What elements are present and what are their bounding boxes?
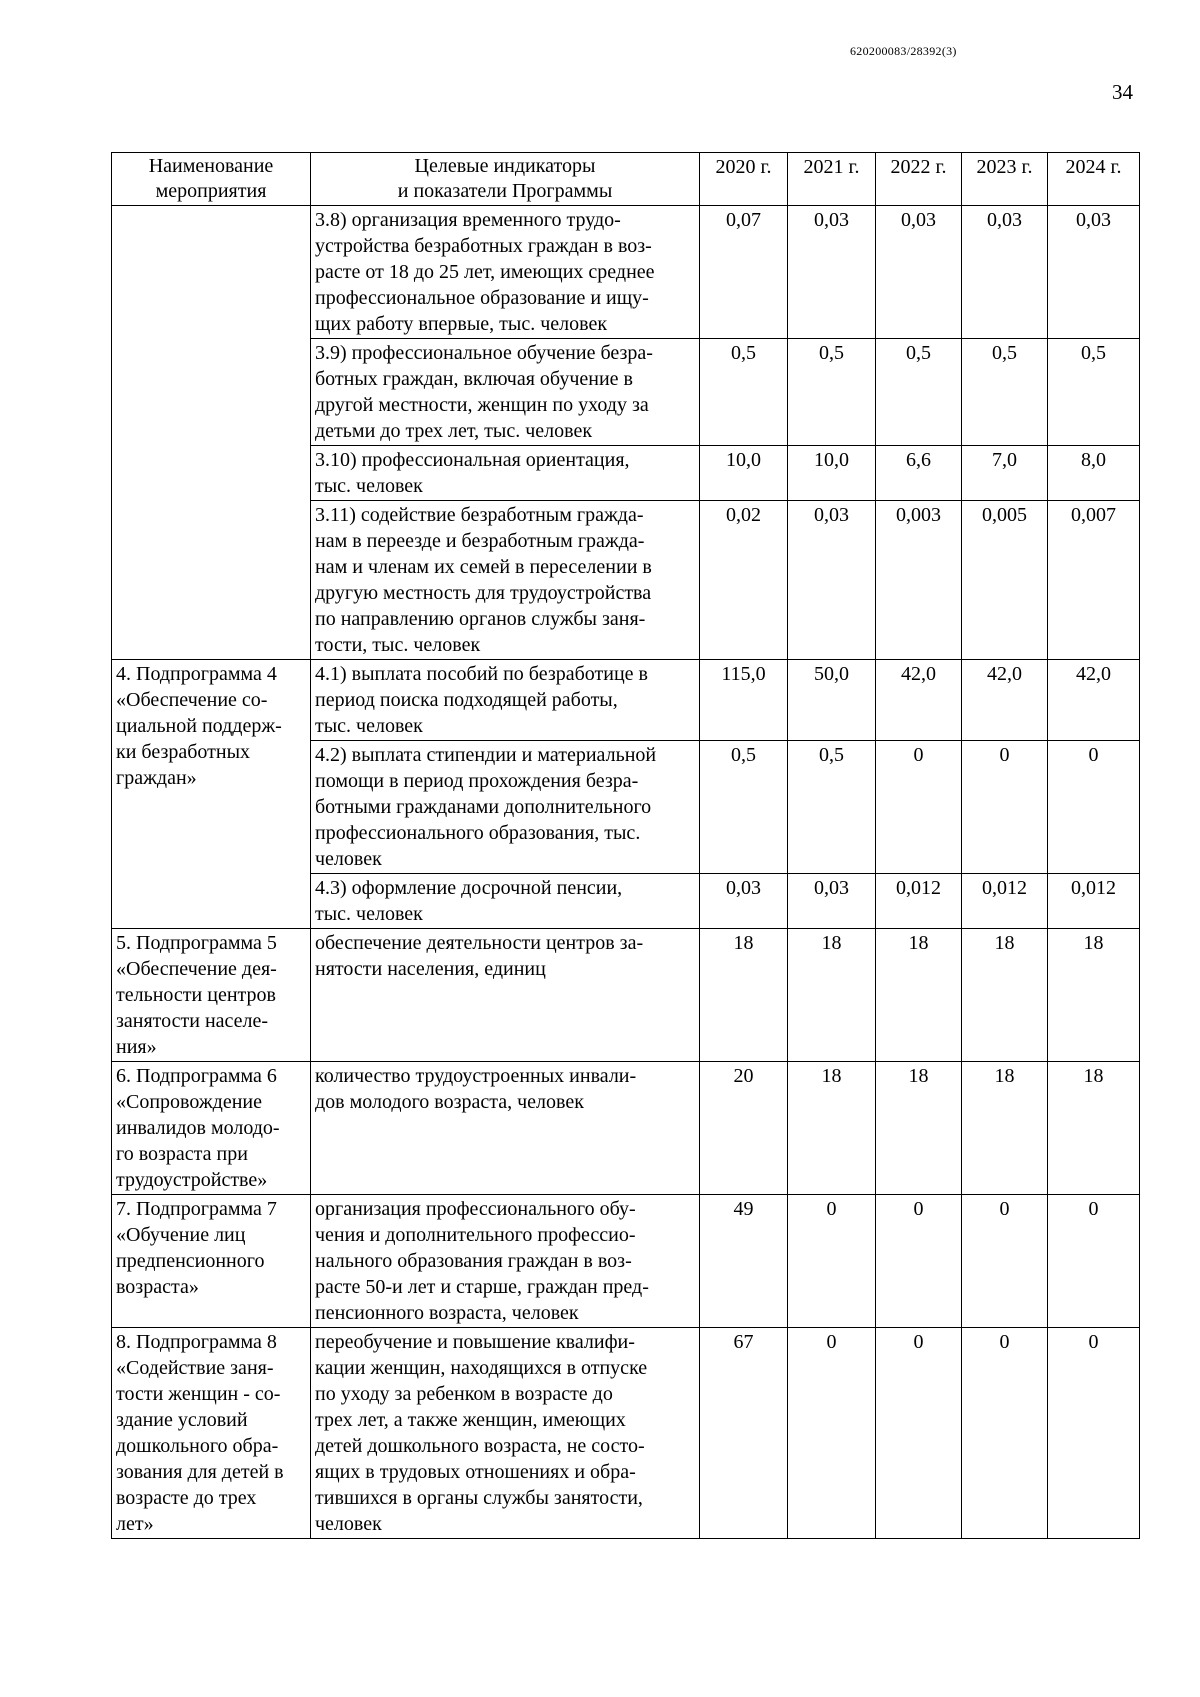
value-cell-2021: 0,5 — [788, 741, 876, 874]
indicator-line: нятости населения, единиц — [315, 958, 546, 980]
value-cell-2021: 18 — [788, 1062, 876, 1195]
indicator-line: тыс. человек — [315, 903, 423, 925]
activity-line: го возраста при — [116, 1143, 248, 1165]
value-cell-2023: 7,0 — [962, 446, 1048, 501]
value-cell-2020: 0,03 — [700, 874, 788, 929]
indicator-line: тыс. человек — [315, 475, 423, 497]
value-cell-2024: 0,03 — [1048, 206, 1140, 339]
value-cell-2021: 0 — [788, 1195, 876, 1328]
value-cell-2023: 0,005 — [962, 501, 1048, 660]
indicator-line: другую местность для трудоустройства — [315, 582, 652, 604]
value-cell-2022: 0,003 — [876, 501, 962, 660]
activity-line: возраста» — [116, 1276, 199, 1298]
indicator-line: пенсионного возраста, человек — [315, 1302, 579, 1324]
indicator-line: обеспечение деятельности центров за- — [315, 932, 644, 954]
indicator-cell — [311, 501, 700, 660]
indicator-line: тости, тыс. человек — [315, 634, 481, 656]
indicator-cell — [311, 874, 700, 929]
activity-line: здание условий — [116, 1409, 248, 1431]
indicator-line: 3.8) организация временного трудо- — [315, 209, 621, 231]
activity-line: граждан» — [116, 767, 197, 789]
indicator-line: расте 50-и лет и старше, граждан пред- — [315, 1276, 649, 1298]
value-cell-2022: 42,0 — [876, 660, 962, 741]
activity-line: «Содействие заня- — [116, 1357, 274, 1379]
value-cell-2024: 18 — [1048, 929, 1140, 1062]
indicator-cell — [311, 1062, 700, 1195]
column-header-2022: 2022 г. — [876, 153, 962, 206]
value-cell-2024: 18 — [1048, 1062, 1140, 1195]
activity-line: тости женщин - со- — [116, 1383, 281, 1405]
indicator-line: кации женщин, находящихся в отпуске — [315, 1357, 648, 1379]
column-header-activity-line: Наименование — [148, 155, 274, 177]
indicator-line: ботных граждан, включая обучение в — [315, 368, 633, 390]
value-cell-2021: 0 — [788, 1328, 876, 1539]
value-cell-2023: 0,03 — [962, 206, 1048, 339]
value-cell-2022: 0,5 — [876, 339, 962, 446]
value-cell-2023: 0 — [962, 1328, 1048, 1539]
indicator-line: чения и дополнительного профессио- — [315, 1224, 636, 1246]
value-cell-2022: 18 — [876, 1062, 962, 1195]
indicator-line: дов молодого возраста, человек — [315, 1091, 584, 1113]
indicator-line: 4.1) выплата пособий по безработице в — [315, 663, 648, 685]
indicator-line: период поиска подходящей работы, — [315, 689, 618, 711]
value-cell-2020: 0,02 — [700, 501, 788, 660]
indicator-cell — [311, 660, 700, 741]
activity-line: лет» — [116, 1513, 154, 1535]
activity-line: ния» — [116, 1036, 157, 1058]
value-cell-2020: 0,5 — [700, 741, 788, 874]
indicators-table — [111, 152, 1140, 1539]
value-cell-2023: 18 — [962, 929, 1048, 1062]
activity-line: ки безработных — [116, 741, 251, 763]
indicator-cell — [311, 339, 700, 446]
column-header-indicator-line: Целевые индикаторы — [414, 155, 596, 177]
indicator-line: другой местности, женщин по уходу за — [315, 394, 649, 416]
activity-cell — [112, 660, 311, 929]
indicator-cell — [311, 1195, 700, 1328]
indicator-line: ящих в трудовых отношениях и обра- — [315, 1461, 636, 1483]
value-cell-2020: 0,07 — [700, 206, 788, 339]
value-cell-2020: 67 — [700, 1328, 788, 1539]
indicator-line: щих работу впервые, тыс. человек — [315, 313, 608, 335]
activity-line: 7. Подпрограмма 7 — [116, 1198, 277, 1220]
indicator-line: ботными гражданами дополнительного — [315, 796, 652, 818]
value-cell-2023: 0,5 — [962, 339, 1048, 446]
value-cell-2022: 0 — [876, 741, 962, 874]
indicator-line: помощи в период прохождения безра- — [315, 770, 639, 792]
activity-cell — [112, 929, 311, 1062]
indicator-line: нам в переезде и безработным гражда- — [315, 530, 645, 552]
indicator-line: 4.2) выплата стипендии и материальной — [315, 744, 657, 766]
column-header-indicator — [311, 153, 700, 206]
value-cell-2024: 0,5 — [1048, 339, 1140, 446]
value-cell-2024: 42,0 — [1048, 660, 1140, 741]
indicator-cell — [311, 929, 700, 1062]
activity-line: зования для детей в — [116, 1461, 284, 1483]
indicator-cell — [311, 741, 700, 874]
indicator-line: по направлению органов службы заня- — [315, 608, 646, 630]
value-cell-2021: 50,0 — [788, 660, 876, 741]
column-header-indicator-line: и показатели Программы — [397, 180, 613, 202]
column-header-activity — [112, 153, 311, 206]
activity-line: дошкольного обра- — [116, 1435, 279, 1457]
value-cell-2020: 18 — [700, 929, 788, 1062]
activity-line: тельности центров — [116, 984, 276, 1006]
page-number: 34 — [1112, 80, 1133, 104]
table-row — [112, 206, 1140, 339]
indicator-line: расте от 18 до 25 лет, имеющих среднее — [315, 261, 655, 283]
activity-line: инвалидов молодо- — [116, 1117, 280, 1139]
indicator-line: устройства безработных граждан в воз- — [315, 235, 652, 257]
column-header-2024: 2024 г. — [1048, 153, 1140, 206]
value-cell-2022: 18 — [876, 929, 962, 1062]
column-header-activity-line: мероприятия — [155, 180, 267, 202]
table-row — [112, 1195, 1140, 1328]
value-cell-2024: 0,007 — [1048, 501, 1140, 660]
activity-line: циальной поддерж- — [116, 715, 282, 737]
value-cell-2023: 0 — [962, 741, 1048, 874]
indicator-line: 3.10) профессиональная ориентация, — [315, 449, 630, 471]
indicator-line: тившихся в органы службы занятости, — [315, 1487, 643, 1509]
activity-line: 6. Подпрограмма 6 — [116, 1065, 277, 1087]
table-row — [112, 660, 1140, 741]
activity-cell — [112, 1328, 311, 1539]
value-cell-2021: 0,03 — [788, 501, 876, 660]
activity-line: возрасте до трех — [116, 1487, 257, 1509]
indicator-line: по уходу за ребенком в возрасте до — [315, 1383, 613, 1405]
value-cell-2023: 0,012 — [962, 874, 1048, 929]
value-cell-2022: 0 — [876, 1195, 962, 1328]
value-cell-2021: 0,5 — [788, 339, 876, 446]
indicator-line: профессионального образования, тыс. — [315, 822, 641, 844]
indicator-line: организация профессионального обу- — [315, 1198, 636, 1220]
value-cell-2022: 0,012 — [876, 874, 962, 929]
column-header-2023: 2023 г. — [962, 153, 1048, 206]
indicator-cell — [311, 1328, 700, 1539]
activity-line: «Обеспечение со- — [116, 689, 268, 711]
table-header-row — [112, 153, 1140, 206]
activity-cell — [112, 206, 311, 660]
table-row — [112, 1062, 1140, 1195]
value-cell-2024: 0 — [1048, 1328, 1140, 1539]
value-cell-2024: 0 — [1048, 741, 1140, 874]
indicator-line: детьми до трех лет, тыс. человек — [315, 420, 593, 442]
value-cell-2023: 42,0 — [962, 660, 1048, 741]
indicator-line: человек — [315, 1513, 382, 1535]
indicator-line: детей дошкольного возраста, не состо- — [315, 1435, 645, 1457]
value-cell-2020: 49 — [700, 1195, 788, 1328]
indicator-line: переобучение и повышение квалифи- — [315, 1331, 635, 1353]
activity-line: занятости населе- — [116, 1010, 269, 1032]
activity-line: «Обучение лиц — [116, 1224, 246, 1246]
value-cell-2020: 20 — [700, 1062, 788, 1195]
indicator-line: количество трудоустроенных инвали- — [315, 1065, 637, 1087]
value-cell-2023: 0 — [962, 1195, 1048, 1328]
value-cell-2022: 0 — [876, 1328, 962, 1539]
table-body — [112, 206, 1140, 1539]
value-cell-2021: 0,03 — [788, 874, 876, 929]
table-row — [112, 1328, 1140, 1539]
value-cell-2022: 0,03 — [876, 206, 962, 339]
value-cell-2020: 10,0 — [700, 446, 788, 501]
value-cell-2024: 8,0 — [1048, 446, 1140, 501]
value-cell-2024: 0 — [1048, 1195, 1140, 1328]
value-cell-2021: 18 — [788, 929, 876, 1062]
activity-line: 8. Подпрограмма 8 — [116, 1331, 277, 1353]
indicator-line: нального образования граждан в воз- — [315, 1250, 632, 1272]
table-row — [112, 929, 1140, 1062]
activity-cell — [112, 1195, 311, 1328]
activity-line: 4. Подпрограмма 4 — [116, 663, 277, 685]
indicator-cell — [311, 206, 700, 339]
value-cell-2020: 115,0 — [700, 660, 788, 741]
value-cell-2020: 0,5 — [700, 339, 788, 446]
activity-line: 5. Подпрограмма 5 — [116, 932, 277, 954]
indicator-line: тыс. человек — [315, 715, 423, 737]
value-cell-2022: 6,6 — [876, 446, 962, 501]
activity-line: «Сопровождение — [116, 1091, 263, 1113]
value-cell-2023: 18 — [962, 1062, 1048, 1195]
indicator-line: человек — [315, 848, 382, 870]
indicator-line: 3.9) профессиональное обучение безра- — [315, 342, 653, 364]
activity-line: «Обеспечение дея- — [116, 958, 277, 980]
value-cell-2021: 10,0 — [788, 446, 876, 501]
activity-cell — [112, 1062, 311, 1195]
indicator-line: 3.11) содействие безработным гражда- — [315, 504, 644, 526]
activity-line: предпенсионного — [116, 1250, 265, 1272]
column-header-2021: 2021 г. — [788, 153, 876, 206]
document-code: 620200083/28392(3) — [850, 44, 957, 58]
indicator-line: нам и членам их семей в переселении в — [315, 556, 652, 578]
value-cell-2021: 0,03 — [788, 206, 876, 339]
indicator-line: профессиональное образование и ищу- — [315, 287, 649, 309]
indicator-cell — [311, 446, 700, 501]
column-header-2020: 2020 г. — [700, 153, 788, 206]
value-cell-2024: 0,012 — [1048, 874, 1140, 929]
indicator-line: трех лет, а также женщин, имеющих — [315, 1409, 626, 1431]
indicator-line: 4.3) оформление досрочной пенсии, — [315, 877, 623, 899]
activity-line: трудоустройстве» — [116, 1169, 268, 1191]
